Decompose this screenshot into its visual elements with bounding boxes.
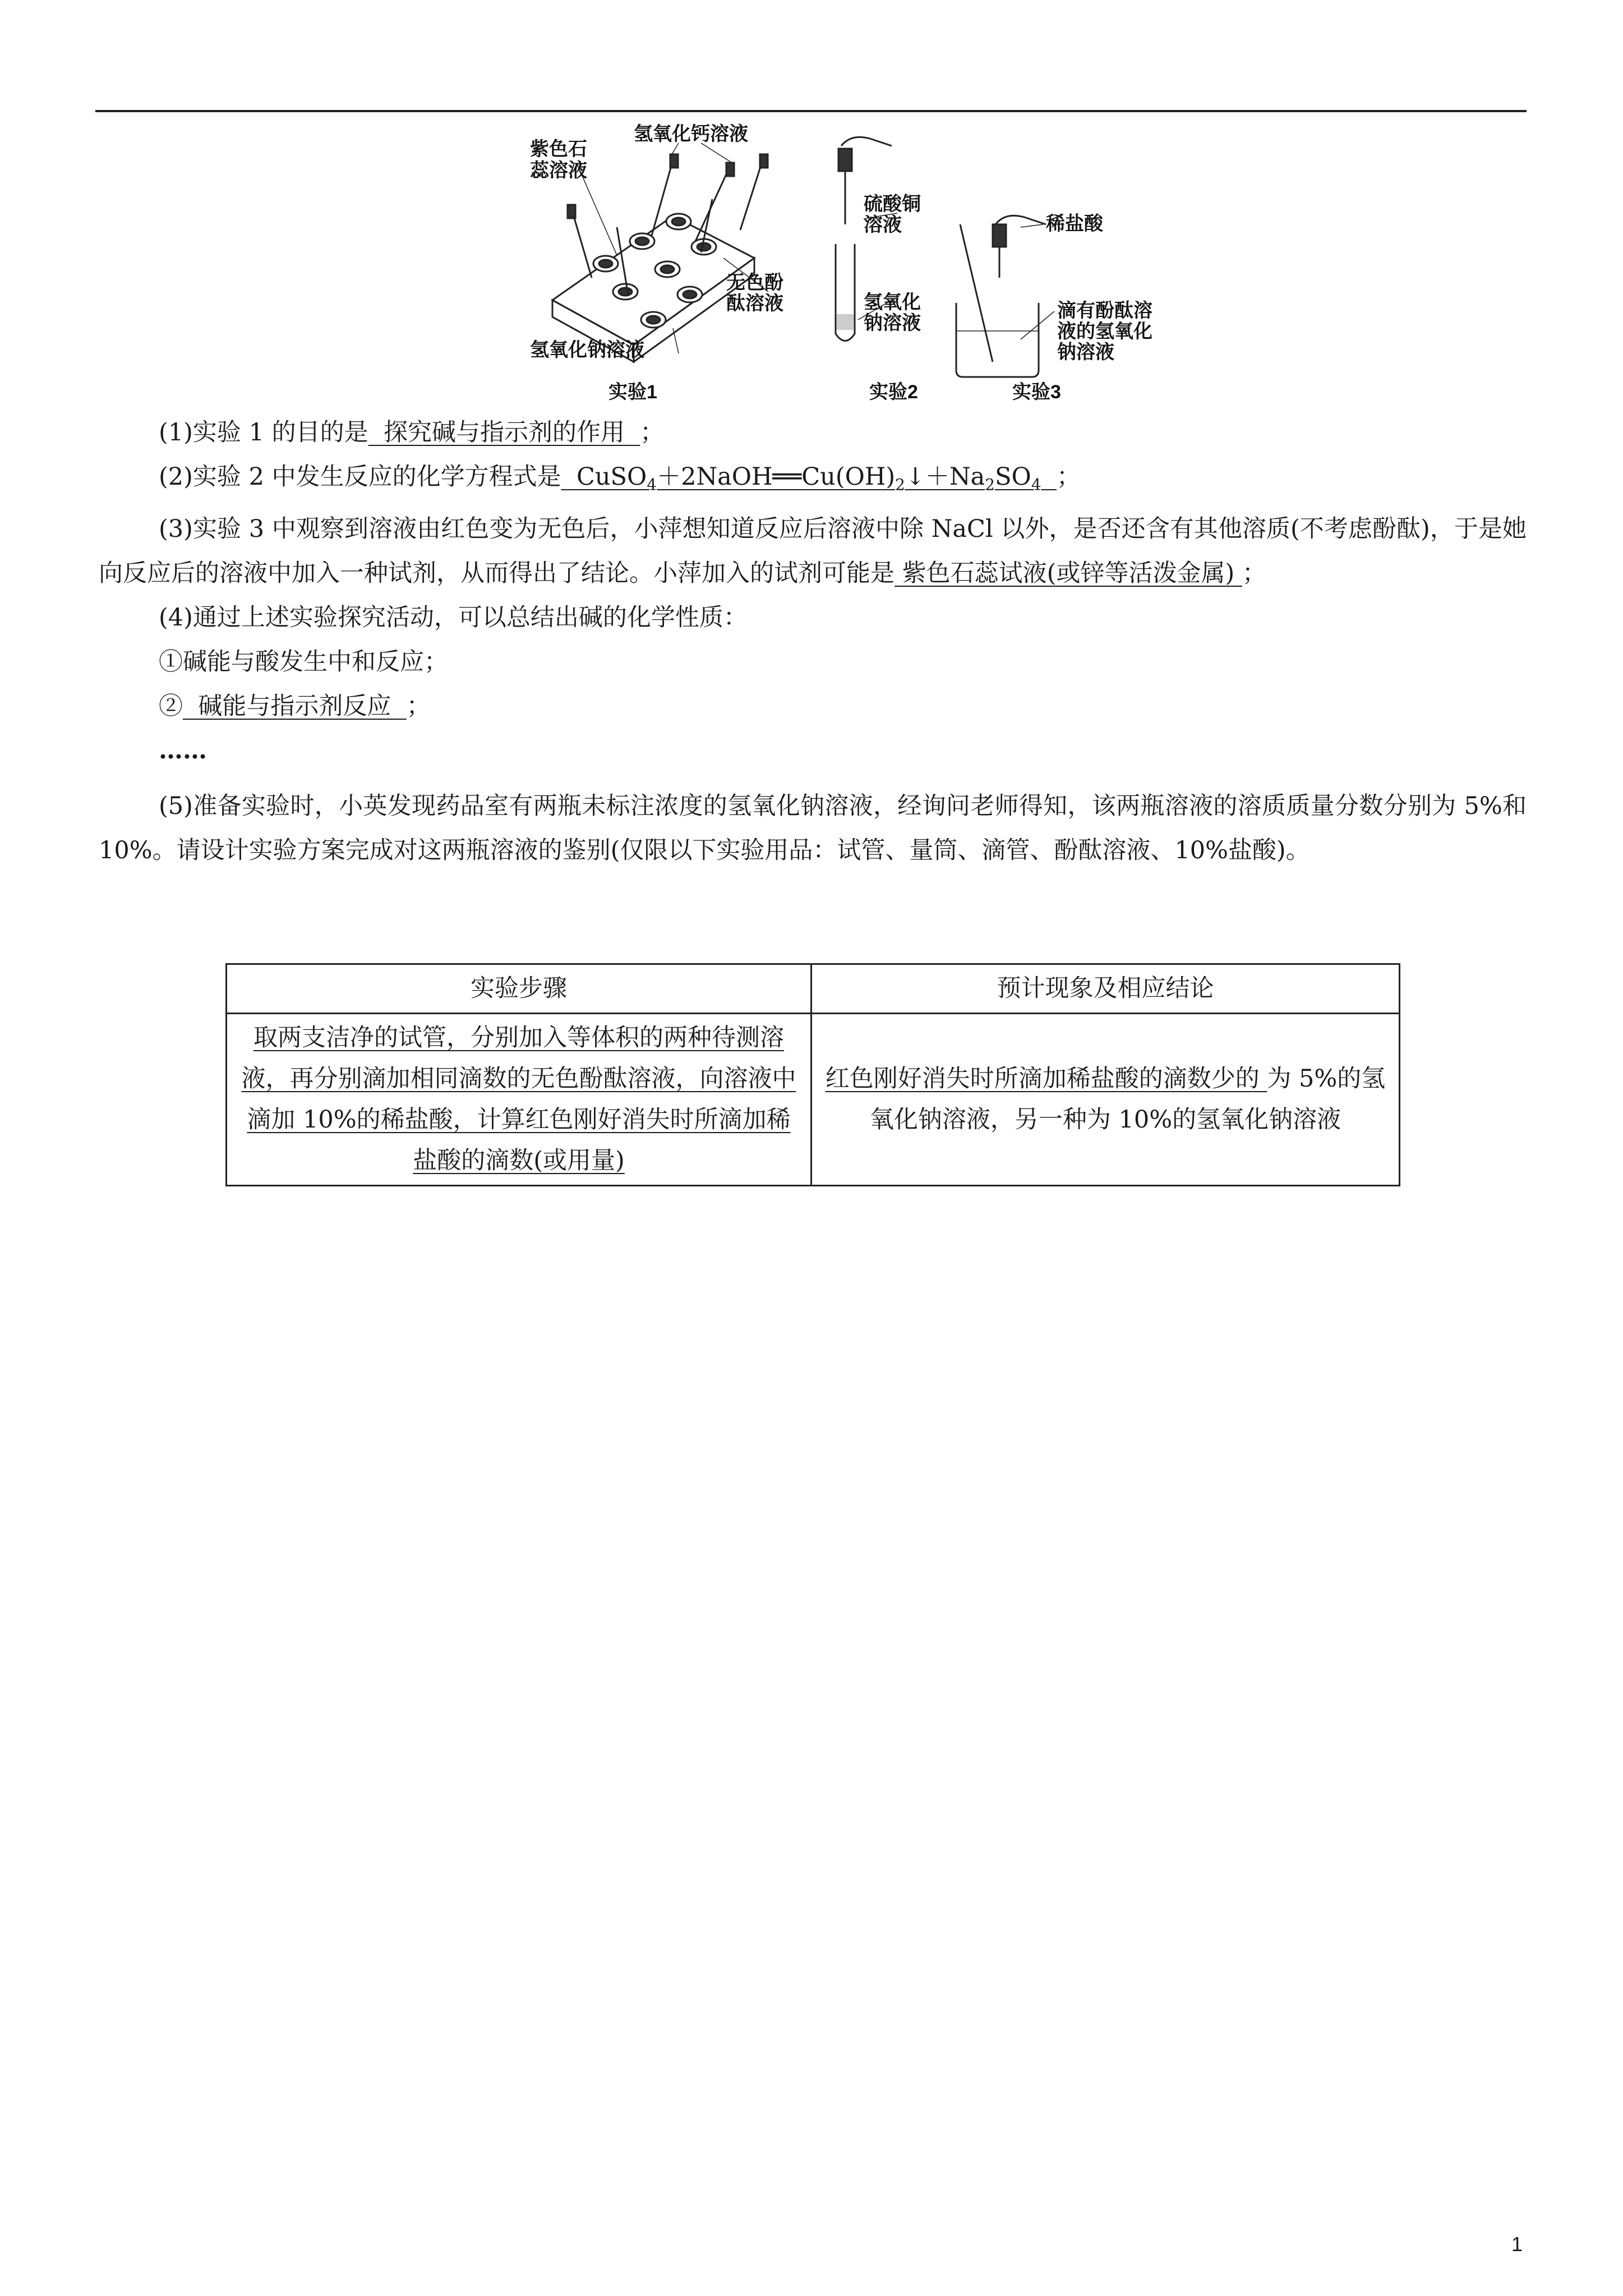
caption-exp1: 实验1: [608, 381, 657, 403]
label-cuso4-1: 硫酸铜: [864, 194, 921, 215]
caption-exp2: 实验2: [869, 381, 918, 403]
eq-sub: 4: [1031, 475, 1041, 494]
result-answer: 红色刚好消失时所滴加稀盐酸的滴数少的: [825, 1065, 1267, 1093]
table-row: [227, 1014, 1400, 1186]
q1-answer: 探究碱与指示剂的作用: [368, 418, 640, 447]
question-4-item2: [99, 684, 1527, 729]
steps-answer: 取两支洁净的试管，分别加入等体积的两种待测溶液，再分别滴加相同滴数的无色酚酞溶液，向溶液中滴加 10%的稀盐酸，计算红色刚好消失时所滴加稀盐酸的滴数(或用量): [241, 1024, 796, 1175]
beaker-diagram: [956, 215, 1054, 377]
eq-sub: 2: [985, 475, 995, 494]
label-naoh-exp2-2: 钠溶液: [864, 312, 921, 334]
label-hcl: 稀盐酸: [1046, 213, 1103, 234]
q2-suffix: ；: [1056, 463, 1081, 491]
table-header-result: 预计现象及相应结论: [811, 964, 1400, 1014]
label-sol-2: 液的氢氧化: [1057, 321, 1152, 342]
label-naoh-exp1: 氢氧化钠溶液: [530, 339, 644, 361]
question-2: [99, 455, 1527, 507]
page-number: 1: [1511, 2233, 1523, 2256]
caption-exp3: 实验3: [1012, 381, 1061, 403]
eq-part: CuSO: [561, 463, 647, 491]
eq-sub: 2: [895, 475, 905, 494]
eq-sub: 4: [647, 475, 657, 494]
question-5: (5)准备实验时，小英发现药品室有两瓶未标注浓度的氢氧化钠溶液，经询问老师得知，该两瓶溶液的溶质质量分数分别为 5%和 10%。请设计实验方案完成对这两瓶溶液的鉴别(仅限以下实验用品：试管、量筒、滴管、酚酞溶液、10%盐酸)。: [99, 792, 1527, 864]
table-cell-steps: [227, 1014, 811, 1186]
label-phenol-1: 无色酚: [726, 272, 783, 293]
q2-prefix: (2)实验 2 中发生反应的化学方程式是: [159, 463, 561, 491]
label-cuso4-2: 溶液: [864, 214, 902, 236]
eq-part: SO: [995, 463, 1031, 491]
result-suffix: 为 5%的氢氧化钠溶液，另一种为 10%的氢氧化钠溶液: [869, 1065, 1386, 1134]
label-litmus-1: 紫色石: [530, 139, 587, 160]
question-4-item1: ①碱能与酸发生中和反应；: [159, 647, 448, 676]
label-sol-3: 钠溶液: [1057, 342, 1114, 363]
question-3: [99, 507, 1527, 596]
top-rule: [95, 110, 1527, 112]
q4-item2-answer: 碱能与指示剂反应: [183, 692, 407, 720]
q2-equation: [561, 463, 1057, 494]
q3-suffix: ；: [1242, 559, 1266, 587]
table-header-steps: 实验步骤: [227, 964, 811, 1014]
label-naoh-exp2-1: 氢氧化: [864, 292, 921, 313]
question-body: [99, 411, 1527, 873]
table-cell-result: [811, 1014, 1400, 1186]
question-1: [99, 411, 1527, 455]
label-caoh: 氢氧化钙溶液: [634, 123, 748, 145]
q4-item2-prefix: ②: [159, 692, 183, 720]
q4-item2-suffix: ；: [406, 692, 431, 720]
answer-table: [225, 963, 1400, 1186]
q1-prefix: (1)实验 1 的目的是: [159, 418, 368, 447]
question-4-ellipsis: ……: [159, 736, 207, 765]
q3-text: (3)实验 3 中观察到溶液由红色变为无色后，小萍想知道反应后溶液中除 NaCl 以外，是否还含有其他溶质(不考虑酚酞)，于是她向反应后的溶液中加入一种试剂，从而得出了结论。小萍加入的试剂可能是: [99, 514, 1527, 587]
label-phenol-2: 酞溶液: [726, 293, 783, 314]
q3-answer: 紫色石蕊试液(或锌等活泼金属): [895, 559, 1242, 587]
label-sol-1: 滴有酚酞溶: [1057, 300, 1152, 321]
eq-part: ＋2NaOH══Cu(OH): [657, 463, 896, 491]
q1-suffix: ；: [640, 418, 665, 447]
label-litmus-2: 蕊溶液: [530, 160, 587, 181]
eq-part: ↓＋Na: [905, 463, 985, 491]
table-header-row: [227, 964, 1400, 1014]
experiment-figure: [505, 115, 1178, 407]
eq-part: [1041, 463, 1057, 491]
question-4-intro: (4)通过上述实验探究活动，可以总结出碱的化学性质：: [159, 603, 748, 632]
